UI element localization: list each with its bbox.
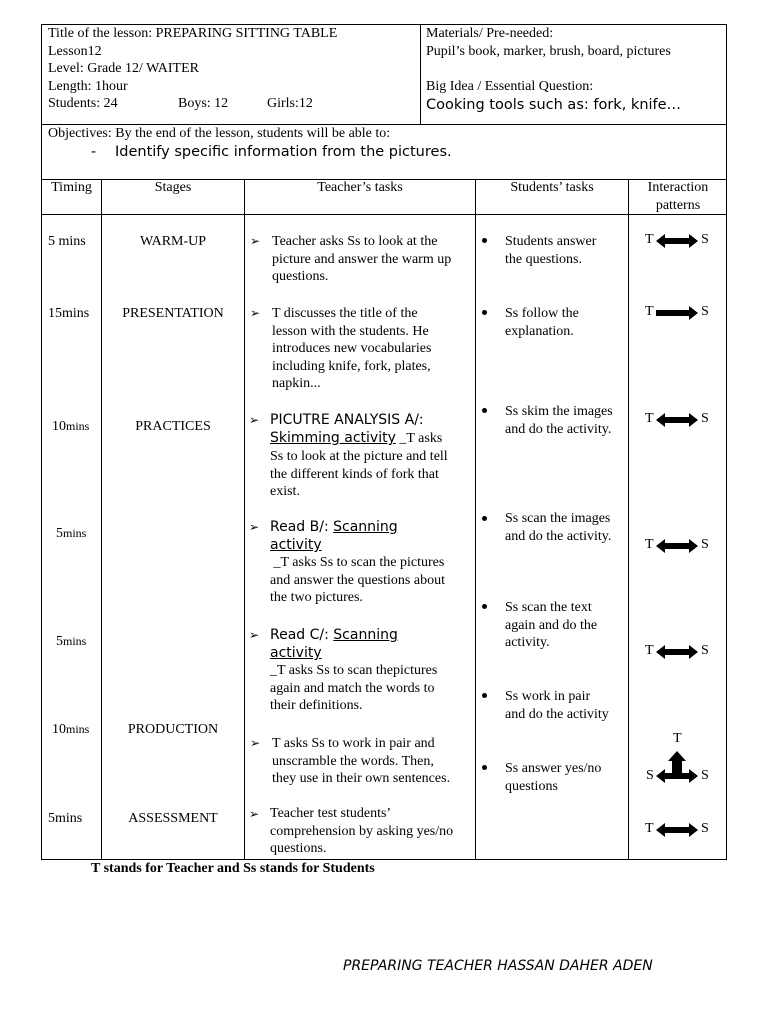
col-divider-4 <box>628 179 629 860</box>
row2-interaction <box>645 304 715 322</box>
row5-interaction-teacher-label: T <box>645 643 654 658</box>
row6-interaction-student-right-label: S <box>701 768 709 783</box>
row3-timing-unit: mins <box>66 419 90 433</box>
row2-teacher-arrow-bullet: ➢ <box>250 306 261 320</box>
row1-teacher-tasks <box>272 233 472 286</box>
row1-student-bullet <box>482 238 487 243</box>
lesson-number: Lesson12 <box>48 43 102 59</box>
row1-interaction <box>645 232 715 250</box>
row3-student-bullet <box>482 408 487 413</box>
row2-student-bullet <box>482 310 487 315</box>
row1-stage: WARM-UP <box>139 234 207 249</box>
row6-student-b-line2: questions <box>505 778 558 794</box>
objectives-item: Identify specific information from the pictures. <box>115 144 452 160</box>
row1-teacher-line2: picture and answer the warm up <box>272 251 452 267</box>
row6-student-bullet-a <box>482 693 487 698</box>
row6-student-b-line1: Ss answer yes/no <box>505 761 602 776</box>
row4-interaction-student-label: S <box>701 537 709 552</box>
row3-teacher-line3: exist. <box>270 484 300 499</box>
row1-student-line1: Students answer <box>505 234 597 249</box>
three-way-arrow-icon <box>656 751 698 785</box>
row5-teacher-line2: again and match the words to <box>270 680 435 696</box>
row3-teacher-line1: Ss to look at the picture and tell <box>270 449 448 464</box>
row3-student-line2: and do the activity. <box>505 421 612 437</box>
row2-teacher-tasks <box>272 305 472 393</box>
row5-timing-unit: mins <box>63 634 87 648</box>
row6-stage: PRODUCTION <box>127 722 219 737</box>
teacher-signature: PREPARING TEACHER HASSAN DAHER ADEN <box>343 958 653 974</box>
col-header-timing: Timing <box>51 180 92 195</box>
row6-interaction-teacher-label: T <box>673 731 682 746</box>
row3-activity-after: _T asks <box>395 431 443 446</box>
double-arrow-icon <box>656 538 698 554</box>
row6-timing-unit: mins <box>66 722 90 736</box>
row3-stage: PRACTICES <box>135 419 211 434</box>
double-arrow-icon <box>656 233 698 249</box>
row3-interaction-student-label: S <box>701 411 709 426</box>
row7-teacher-line3: questions. <box>270 841 327 856</box>
lesson-title: Title of the lesson: PREPARING SITTING TABLE <box>48 26 338 41</box>
header-left <box>48 25 418 113</box>
row6-timing <box>52 721 89 739</box>
row2-student-tasks <box>505 305 625 340</box>
row6-student-bullet-b <box>482 765 487 770</box>
row6-teacher-line3: they use in their own sentences. <box>272 771 451 786</box>
boys-count: Boys: 12 <box>178 96 229 111</box>
row6-student-a-line2: and do the activity <box>505 706 609 722</box>
col-header-interaction <box>629 179 727 214</box>
row1-timing: 5 mins <box>48 234 86 249</box>
lesson-level: Level: Grade 12/ WAITER <box>48 61 199 76</box>
row7-teacher-line2: comprehension by asking yes/no <box>270 823 454 839</box>
row2-student-line1: Ss follow the <box>505 306 579 321</box>
row6-teacher-line1: T asks Ss to work in pair and <box>272 736 435 751</box>
row5-activity-name-part1: Scanning <box>333 627 398 643</box>
row4-teacher-line1: _T asks Ss to scan the pictures <box>270 555 445 570</box>
row5-timing <box>56 633 86 651</box>
row3-student-tasks <box>505 403 627 438</box>
row2-student-line2: explanation. <box>505 323 574 339</box>
row2-teacher-line4: including knife, fork, plates, <box>272 358 431 374</box>
row2-teacher-line5: napkin... <box>272 376 321 391</box>
col-header-stages: Stages <box>154 180 192 195</box>
row7-teacher-line1: Teacher test students’ <box>270 806 392 821</box>
row1-interaction-student-label: S <box>701 232 709 247</box>
row5-timing-number: 5 <box>56 634 63 649</box>
objectives-dash: - <box>91 144 97 160</box>
row5-student-tasks <box>505 599 627 652</box>
row6-student-tasks-a <box>505 688 627 723</box>
right-arrow-icon <box>656 305 698 321</box>
lesson-headcount <box>48 95 418 113</box>
row6-student-a-line1: Ss work in pair <box>505 689 591 704</box>
row2-stage: PRESENTATION <box>122 306 224 321</box>
legend-note: T stands for Teacher and Ss stands for Students <box>91 861 375 876</box>
row7-teacher-arrow-bullet: ➢ <box>249 807 260 821</box>
lesson-length: Length: 1hour <box>48 78 128 94</box>
row6-teacher-tasks <box>272 735 474 788</box>
row3-timing <box>52 418 89 436</box>
row3-teacher-tasks <box>270 411 474 501</box>
row6-timing-number: 10 <box>52 722 66 737</box>
materials-list: Pupil’s book, marker, brush, board, pictures <box>426 43 671 59</box>
header-divider <box>420 24 421 125</box>
double-arrow-icon <box>656 412 698 428</box>
row3-interaction-teacher-label: T <box>645 411 654 426</box>
row7-interaction <box>645 821 715 839</box>
header-right <box>426 25 724 114</box>
row4-interaction <box>645 537 715 555</box>
row5-teacher-tasks <box>270 626 474 715</box>
row7-interaction-teacher-label: T <box>645 821 654 836</box>
row1-student-line2: the questions. <box>505 251 582 267</box>
col-header-interaction-line1: Interaction <box>647 180 709 195</box>
col-header-interaction-line2: patterns <box>655 197 701 213</box>
row2-teacher-line3: introduces new vocabularies <box>272 341 432 356</box>
row4-activity-name-part2: activity <box>270 537 322 553</box>
row4-timing-number: 5 <box>56 526 63 541</box>
big-idea-text: Cooking tools such as: fork, knife… <box>426 96 682 113</box>
row1-teacher-arrow-bullet: ➢ <box>250 234 261 248</box>
row4-student-bullet <box>482 516 487 521</box>
row2-timing: 15mins <box>48 306 90 321</box>
row3-student-line1: Ss skim the images <box>505 404 613 419</box>
row1-interaction-teacher-label: T <box>645 232 654 247</box>
row5-interaction <box>645 643 715 661</box>
row5-teacher-arrow-bullet: ➢ <box>249 628 260 642</box>
row2-teacher-line2: lesson with the students. He <box>272 323 429 339</box>
row3-timing-number: 10 <box>52 419 66 434</box>
row6-student-tasks-b <box>505 760 627 795</box>
row5-interaction-student-label: S <box>701 643 709 658</box>
row5-student-line2: again and do the <box>505 617 598 633</box>
double-arrow-icon <box>656 822 698 838</box>
row4-teacher-line2: and answer the questions about <box>270 572 445 588</box>
row2-interaction-teacher-label: T <box>645 304 654 319</box>
row4-teacher-line3: the two pictures. <box>270 590 363 605</box>
row1-teacher-line1: Teacher asks Ss to look at the <box>272 234 438 249</box>
row3-teacher-heading: PICUTRE ANALYSIS A/: <box>270 412 424 428</box>
row3-teacher-line-activity <box>270 429 474 448</box>
row5-teacher-line3: their definitions. <box>270 698 363 713</box>
row7-interaction-student-label: S <box>701 821 709 836</box>
row5-teacher-heading: Read C/: <box>270 627 334 643</box>
double-arrow-icon <box>656 644 698 660</box>
row1-student-tasks <box>505 233 625 268</box>
row3-teacher-line2: the different kinds of fork that <box>270 466 439 482</box>
row3-interaction <box>645 411 715 429</box>
girls-count: Girls:12 <box>267 96 313 111</box>
row5-activity-name-part2: activity <box>270 645 322 661</box>
row7-timing: 5mins <box>48 811 83 826</box>
col-divider-3 <box>475 179 476 860</box>
row3-activity-name: Skimming activity <box>270 430 396 446</box>
big-idea-label: Big Idea / Essential Question: <box>426 79 594 94</box>
materials-label: Materials/ Pre-needed: <box>426 26 554 41</box>
row6-interaction <box>645 731 715 785</box>
students-count: Students: 24 <box>48 96 118 111</box>
col-header-students-tasks: Students’ tasks <box>510 180 594 195</box>
row3-teacher-arrow-bullet: ➢ <box>249 413 260 427</box>
table-header-rule <box>41 214 727 215</box>
row5-student-line3: activity. <box>505 635 550 650</box>
row7-teacher-tasks <box>270 805 474 858</box>
row6-teacher-line2: unscramble the words. Then, <box>272 753 434 769</box>
row4-teacher-tasks <box>270 518 474 607</box>
row5-teacher-line1: _T asks Ss to scan thepictures <box>270 663 438 678</box>
row5-teacher-heading-line <box>270 626 474 644</box>
objectives-intro: Objectives: By the end of the lesson, students will be able to: <box>48 126 391 141</box>
row4-teacher-arrow-bullet: ➢ <box>249 520 260 534</box>
col-divider-2 <box>244 179 245 860</box>
row6-interaction-student-left-label: S <box>646 768 654 783</box>
row4-timing-unit: mins <box>63 526 87 540</box>
row5-student-bullet <box>482 604 487 609</box>
row4-interaction-teacher-label: T <box>645 537 654 552</box>
row5-student-line1: Ss scan the text <box>505 600 592 615</box>
row4-timing <box>56 525 86 543</box>
row7-stage: ASSESSMENT <box>128 811 218 826</box>
row2-interaction-student-label: S <box>701 304 709 319</box>
col-header-teacher-tasks: Teacher’s tasks <box>317 180 403 195</box>
row1-teacher-line3: questions. <box>272 269 329 284</box>
row4-teacher-heading: Read B/: <box>270 519 334 535</box>
row6-teacher-arrow-bullet: ➢ <box>250 736 261 750</box>
row2-teacher-line1: T discusses the title of the <box>272 306 418 321</box>
row4-teacher-heading-line <box>270 518 474 536</box>
row4-student-tasks <box>505 510 627 545</box>
row4-student-line1: Ss scan the images <box>505 511 611 526</box>
col-divider-1 <box>101 179 102 860</box>
row4-activity-name-part1: Scanning <box>333 519 398 535</box>
row4-student-line2: and do the activity. <box>505 528 612 544</box>
